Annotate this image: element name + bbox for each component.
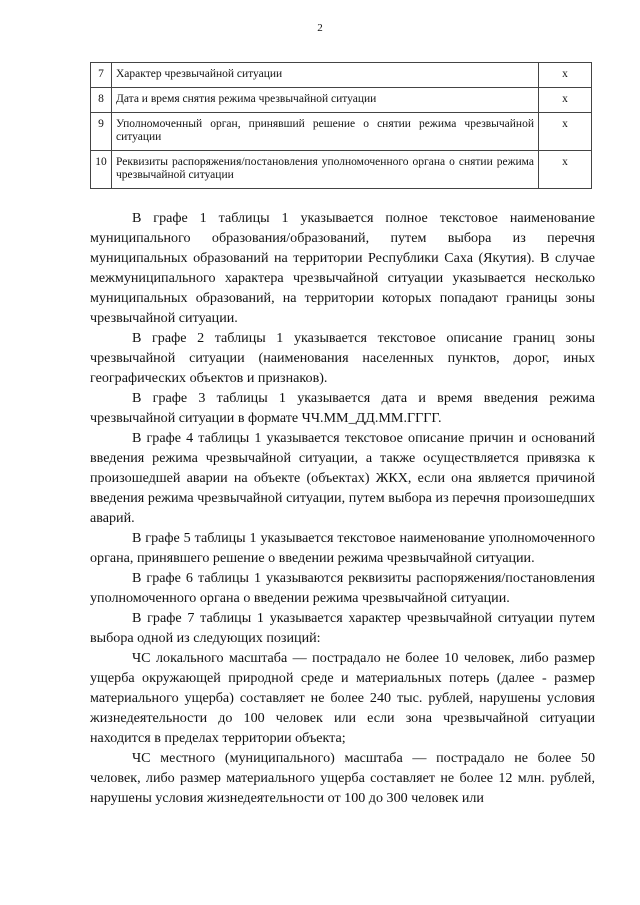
paragraph-column-2: В графе 2 таблицы 1 указывается текстовое описание границ зоны чрезвычайной ситуации (наименования населенных пунктов, дорог, иных географических объектов и признаков). xyxy=(90,330,595,386)
row-description: Уполномоченный орган, принявший решение о снятии режима чрезвычайной ситуации xyxy=(112,113,539,151)
row-number: 8 xyxy=(91,88,112,113)
row-description: Дата и время снятия режима чрезвычайной ситуации xyxy=(112,88,539,113)
paragraph-municipal-emergency: ЧС местного (муниципального) масштаба — пострадало не более 50 человек, либо размер материального ущерба составляет не более 12 млн. рублей, нарушены условия жизнедеятельности от 100 до 300 человек или xyxy=(90,750,595,806)
table-row xyxy=(91,63,592,88)
paragraph-column-1: В графе 1 таблицы 1 указывается полное текстовое наименование муниципального образования/образований, путем выбора из перечня муниципальных образований на территории Республики Саха (Якутия). В случае межмуниципального характера чрезвычайной ситуации указывается несколько муниципальных образований, на территории которых попадают границы зоны чрезвычайной ситуации. xyxy=(90,210,595,326)
row-number: 7 xyxy=(91,63,112,88)
row-mark: х xyxy=(539,63,592,88)
paragraph-column-4: В графе 4 таблицы 1 указывается текстовое описание причин и оснований введения режима чрезвычайной ситуации, а также осуществляется привязка к произошедшей аварии на объекте (объектах) ЖКХ, если она является причиной введения режима чрезвычайной ситуации, путем выбора из перечня произошедших аварий. xyxy=(90,430,595,526)
row-number: 9 xyxy=(91,113,112,151)
paragraph-column-7: В графе 7 таблицы 1 указывается характер чрезвычайной ситуации путем выбора одной из следующих позиций: xyxy=(90,610,595,646)
paragraph-column-3: В графе 3 таблицы 1 указывается дата и время введения режима чрезвычайной ситуации в формате ЧЧ.ММ_ДД.ММ.ГГГГ. xyxy=(90,390,595,426)
body-text xyxy=(90,208,595,808)
document-table xyxy=(90,62,592,189)
page-number: 2 xyxy=(317,22,323,34)
row-mark: х xyxy=(539,88,592,113)
table-row xyxy=(91,151,592,189)
row-description: Характер чрезвычайной ситуации xyxy=(112,63,539,88)
table-row xyxy=(91,113,592,151)
table-row xyxy=(91,88,592,113)
paragraph-column-6: В графе 6 таблицы 1 указываются реквизиты распоряжения/постановления уполномоченного органа о введении режима чрезвычайной ситуации. xyxy=(90,570,595,606)
paragraph-column-5: В графе 5 таблицы 1 указывается текстовое наименование уполномоченного органа, принявшего решение о введении режима чрезвычайной ситуации. xyxy=(90,530,595,566)
row-number: 10 xyxy=(91,151,112,189)
paragraph-local-emergency: ЧС локального масштаба — пострадало не более 10 человек, либо размер ущерба окружающей природной среде и материальных потерь (далее - размер материального ущерба) составляет не более 240 тыс. рублей, нарушены условия жизнедеятельности до 100 человек или если зона чрезвычайной ситуации находится в пределах территории объекта; xyxy=(90,650,595,746)
row-description: Реквизиты распоряжения/постановления уполномоченного органа о снятии режима чрезвычайной ситуации xyxy=(112,151,539,189)
row-mark: х xyxy=(539,151,592,189)
row-mark: х xyxy=(539,113,592,151)
